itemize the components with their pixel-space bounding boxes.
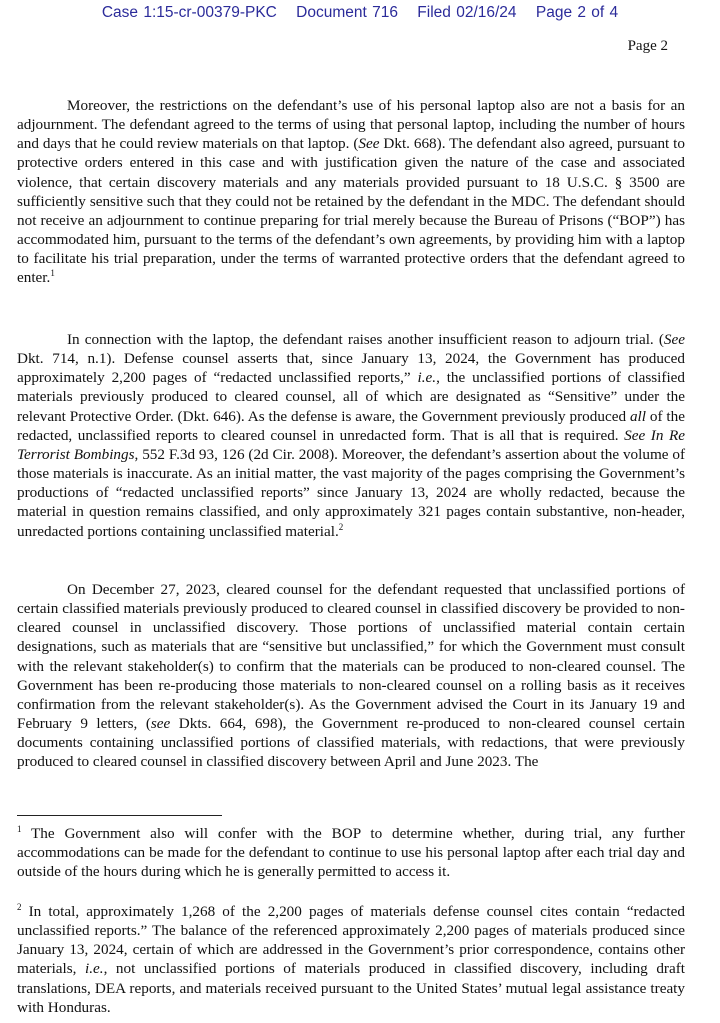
filed-date: Filed 02/16/24 [417,4,517,21]
paragraph-laptop-restrictions: Moreover, the restrictions on the defendant’s use of his personal laptop also are not a basis for an adjournment. The defendant agreed to the terms of using that personal laptop, including the number of hours and days that he could review materials on that laptop. (See Dkt. 668). The defendant also agreed, pursuant to protective orders entered in this case and with justification given the nature of the case and associated violence, that certain discovery materials and any materials provided pursuant to 18 U.S.C. § 3500 are sufficiently sensitive such that they could not be retained by the defendant in the MDC. The defendant should not receive an adjournment to continue preparing for trial merely because the Bureau of Prisons (“BOP”) has accommodated him, pursuant to the terms of the defendant’s own agreements, by providing him with a laptop to facilitate his trial preparation, under the terms of warranted protective orders that the defendant agreed to enter.$^1$ [17,97,685,287]
footnote-ref-1: 1 [50,268,55,279]
ecf-header [0,4,720,22]
footnote-2: $^2$ In total, approximately 1,268 of the 2,200 pages of materials defense counsel cites contain “redacted unclassified reports.” The balance of the referenced approximately 2,200 pages of materials produced since January 13, 2024, certain of which are addressed in the Government’s prior correspondence, contains other materials, i.e., not unclassified portions of materials produced in classified discovery, including draft translations, DEA reports, and materials received pursuant to the United States’ mutual legal assistance treaty with Honduras. [17,902,685,1016]
paragraph-cleared-counsel: On December 27, 2023, cleared counsel for the defendant requested that unclassified portions of certain classified materials previously produced to cleared counsel in classified discovery be provided to non-cleared counsel in unclassified discovery. Those portions of unclassified material contain certain designations, such as materials that are “sensitive but unclassified,” for which the Government must consult with the relevant stakeholder(s) to confirm that the materials can be produced to non-cleared counsel. The Government has been re-producing those materials to non-cleared counsel on a rolling basis as it receives confirmation from the relevant stakeholder(s). As the Government advised the Court in its January 19 and February 9 letters, (see Dkts. 664, 698), the Government re-produced to non-cleared counsel certain documents containing unclassified portions of classified materials, with redactions, that were previously produced to cleared counsel in classified discovery between April and June 2023. The [17,581,685,771]
page-count: Page 2 of 4 [535,4,619,21]
page-label: Page 2 [627,38,668,54]
footnote-ref-2: 2 [338,521,344,532]
case-number: Case 1:15-cr-00379-PKC [101,4,277,21]
footnote-divider [17,815,222,816]
document-number: Document 716 [296,4,398,21]
footnote-1: $^1$ The Government also will confer with the BOP to determine whether, during trial, any further accommodations can be made for the defendant to continue to use his personal laptop after each trial day and outside of the hours during which he is generally permitted to access it. [17,824,685,881]
paragraph-redacted-reports: In connection with the laptop, the defendant raises another insufficient reason to adjourn trial. (See Dkt. 714, n.1). Defense counsel asserts that, since January 13, 2024, the Government has produced approximately 2,200 pages of “redacted unclassified reports,” i.e., the unclassified portions of classified materials previously produced to cleared counsel, all of which are designated as “Sensitive” under the relevant Protective Order. (Dkt. 646). As the defense is aware, the Government previously produced all of the redacted, unclassified reports to cleared counsel in unredacted form. That is all that is required. See In Re Terrorist Bombings, 552 F.3d 93, 126 (2d Cir. 2008). Moreover, the defendant’s assertion about the volume of those materials is inaccurate. As an initial matter, the vast majority of the pages comprising the Government’s productions of “redacted unclassified reports” since January 13, 2024 are wholly redacted, because the material in question remains classified, and only approximately 321 pages contain substantive, non-header, unredacted portions containing unclassified material.$^2$ [17,331,686,540]
